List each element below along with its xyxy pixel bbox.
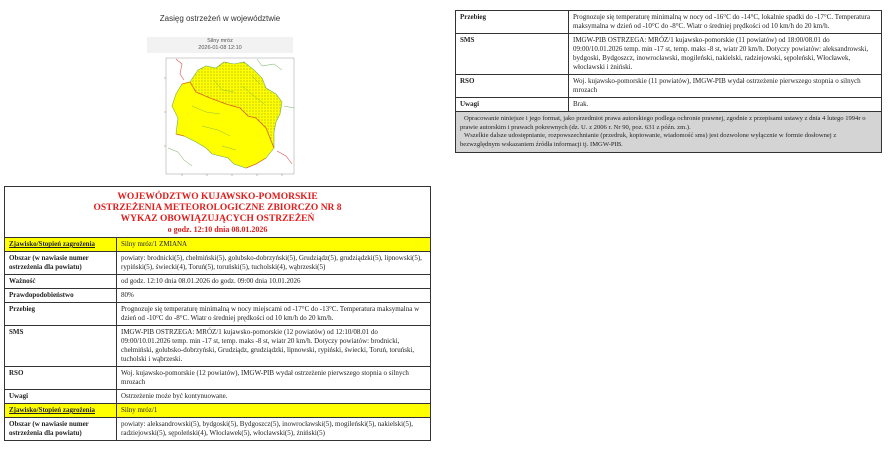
table-row [456, 11, 882, 34]
table-row [456, 34, 882, 75]
sms-label: SMS [456, 34, 569, 75]
copyright-row [456, 112, 882, 153]
table-row [5, 275, 431, 289]
phenomenon-label: Zjawisko/Stopień zagrożenia [5, 238, 117, 252]
table-row [5, 252, 431, 275]
table-row [5, 418, 431, 441]
warnings-table-left [4, 186, 431, 441]
region-map-graphic [162, 56, 297, 178]
table-row [5, 289, 431, 303]
rso-label: RSO [5, 367, 117, 390]
warnings-header [5, 187, 431, 238]
copyright-paragraph-1: Opracowanie niniejsze i jego format, jako przedmiot prawa autorskiego podlega ochronie prawnej, zgodnie z przepisami ustawy z dnia 4 lutego 1994r o prawie autorskim i prawach pokrewnych (dz. U. z 2006 r. Nr 90, poz. 631 z późn. zm.). [460, 115, 866, 131]
notes-label: Uwagi [456, 98, 569, 112]
course-value: Prognozuje się temperaturę minimalną w nocy od -16°C do -14°C, lokalnie spadki do -17°C. Temperatura maksymalna w dzień od -10°C do -8°C. Wiatr o średniej prędkości od 10 km/h do 20 km/h. [569, 11, 882, 34]
validity-label: Ważność [5, 275, 117, 289]
warnings-table-right [455, 10, 882, 153]
table-row [456, 98, 882, 112]
area-value: powiaty: brodnicki(5), chełmiński(5), golubsko-dobrzyński(5), Grudziądz(5), grudziądzki(5), lipnowski(5), rypiński(5), świecki(4), Toruń(5), toruński(5), tucholski(4), wąbrzeski(5) [117, 252, 431, 275]
table-row [5, 390, 431, 404]
phenomenon-value: Silny mróz/1 [117, 404, 431, 418]
table-row [5, 404, 431, 418]
phenomenon-label: Zjawisko/Stopień zagrożenia [5, 404, 117, 418]
header-region: WOJEWÓDZTWO KUJAWSKO-POMORSKIE [117, 192, 318, 202]
table-row [5, 367, 431, 390]
map-legend-datetime: 2026-01-08 12:10 [198, 45, 242, 51]
header-datetime: o godz. 12:10 dnia 08.01.2026 [167, 225, 268, 234]
validity-value: od godz. 12:10 dnia 08.01.2026 do godz. 09:00 dnia 10.01.2026 [117, 275, 431, 289]
area-value: powiaty: aleksandrowski(5), bydgoski(5), Bydgoszcz(5), inowrocławski(5), mogileński(5), nakielski(5), radziejowski(5), sępoleński(4), Włocławek(5), włocławski(5), żniński(5) [117, 418, 431, 441]
notes-value: Brak. [569, 98, 882, 112]
sms-value: IMGW-PIB OSTRZEGA: MRÓZ/1 kujawsko-pomorskie (12 powiatów) od 12:10/08.01 do 09:00/10.01.2026 temp. min -17 st, temp. maks -8 st, wiatr 20 km/h. Dotyczy powiatów: brodnicki, chełmiński, golubsko-dobrzyński, Grudziądz, grudziądzki, lipnowski, rypiński, świecki, Toruń, toruński, tucholski i wąbrzeski. [117, 326, 431, 367]
course-value: Prognozuje się temperaturę minimalną w nocy miejscami od -17°C do -13°C. Temperatura maksymalna w dzień od -10°C do -8°C. Wiatr o średniej prędkości od 10 km/h do 20 km/h. [117, 303, 431, 326]
sms-label: SMS [5, 326, 117, 367]
sms-value: IMGW-PIB OSTRZEGA: MRÓZ/1 kujawsko-pomorskie (11 powiatów) od 18:00/08.01 do 09:00/10.01.2026 temp. min -17 st, temp. maks -8 st, wiatr 20 km/h. Dotyczy powiatów: aleksandrowski, bydgoski, Bydgoszcz, inowrocławski, mogileński, nakielski, radziejowski, sępoleński, Włocławek, włocławski i żniński. [569, 34, 882, 75]
probability-value: 80% [117, 289, 431, 303]
probability-label: Prawdopodobieństwo [5, 289, 117, 303]
copyright-paragraph-2: Wszelkie dalsze udostępnianie, rozpowszechnianie (przedruk, kopiowanie, wiadomość sms) jest dozwolone wyłącznie w formie dosłownej z bezwzględnym wskazaniem źródła informacji tj. IMGW-PIB. [460, 132, 837, 148]
map-title: Zasięg ostrzeżeń w województwie [159, 14, 281, 23]
header-bulletin: OSTRZEŻENIA METEOROLOGICZNE ZBIORCZO NR 8 [93, 203, 342, 213]
course-label: Przebieg [5, 303, 117, 326]
course-label: Przebieg [456, 11, 569, 34]
copyright-notice [456, 112, 882, 153]
map-legend [147, 37, 293, 53]
table-row [456, 75, 882, 98]
rso-value: Woj. kujawsko-pomorskie (11 powiatów), IMGW-PIB wydał ostrzeżenie pierwszego stopnia o silnych mrozach [569, 75, 882, 98]
table-row [5, 303, 431, 326]
table-row [5, 238, 431, 252]
phenomenon-value: Silny mróz/1 ZMIANA [117, 238, 431, 252]
area-label: Obszar (w nawiasie numer ostrzeżenia dla powiatu) [5, 252, 117, 275]
table-row [5, 326, 431, 367]
notes-label: Uwagi [5, 390, 117, 404]
header-list-title: WYKAZ OBOWIĄZUJĄCYCH OSTRZEŻEŃ [120, 214, 315, 224]
rso-value: Woj. kujawsko-pomorskie (12 powiatów), IMGW-PIB wydał ostrzeżenie pierwszego stopnia o silnych mrozach [117, 367, 431, 390]
warning-map [162, 56, 297, 178]
warning-map-section [0, 0, 445, 185]
notes-value: Ostrzeżenie może być kontynuowane. [117, 390, 431, 404]
map-legend-phenomenon: Silny mróz [207, 38, 233, 44]
rso-label: RSO [456, 75, 569, 98]
area-label: Obszar (w nawiasie numer ostrzeżenia dla powiatu) [5, 418, 117, 441]
